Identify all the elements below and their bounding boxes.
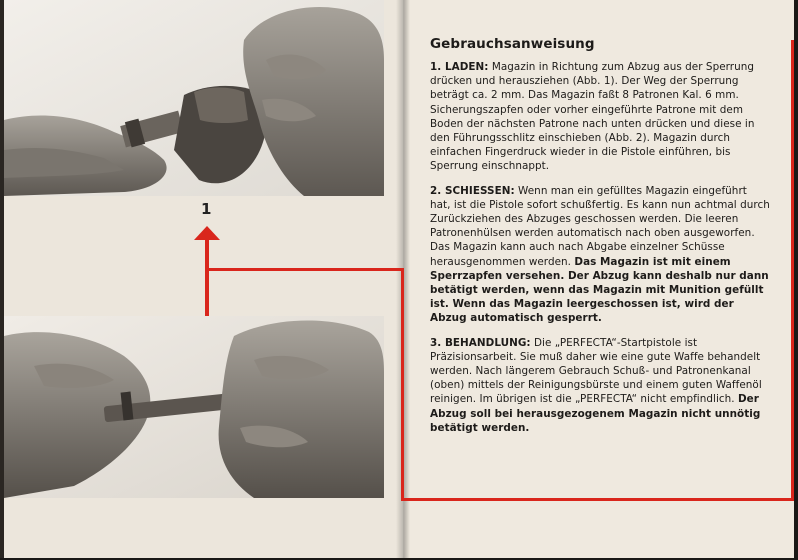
section-schiessen-text: Wenn man ein gefülltes Magazin eingeführt hat, ist die Pistole sofort schußfertig. Es kann nun achtmal durch Zurückziehen des Abzuges geschossen werden. Die leeren Patronenhülsen werden automatisch nach oben ausgeworfen. Das Magazin kann auch nach Abgabe einzelner Schüsse herausgenommen werden. — [430, 184, 770, 268]
page-heading: Gebrauchsanweisung — [430, 36, 595, 52]
photo-hands-loading-cartridge-icon — [4, 316, 384, 498]
red-connector-horizontal-bottom — [401, 498, 794, 501]
section-behandlung-lead: 3. BEHANDLUNG: — [430, 336, 531, 349]
section-laden — [430, 60, 770, 174]
section-laden-lead: 1. LADEN: — [430, 61, 489, 73]
section-laden-text: Magazin in Richtung zum Abzug aus der Sperrung drücken und herausziehen (Abb. 1). Der Weg der Sperrung beträgt ca. 2 mm. Das Magazin faßt 8 Patronen Kal. 6 mm. Sicherungszapfen oder vorher eingeführte Patrone mit dem Boden der nächsten Patrone nach unten drücken und diese in den Führungsschlitz einschieben (Abb. 2). Magazin durch einfachen Fingerdruck wieder in die Pistole einführen, bis Sperrung einschnappt. — [430, 61, 755, 173]
section-schiessen-strong: Das Magazin ist mit einem Sperrzapfen versehen. Der Abzug kann deshalb nur dann betätigt werden, wenn das Magazin mit Munition gefüllt ist. Wenn das Magazin leergeschossen ist, wird der Abzug automatisch gesperrt. — [430, 255, 769, 325]
red-connector-vertical — [401, 268, 404, 500]
section-behandlung-text: Die „PERFECTA“-Startpistole ist Präzisionsarbeit. Sie muß daher wie eine gute Waffe behandelt werden. Nach längerem Gebrauch Schuß- und Patronenkanal (oben) mittels der Reinigungsbürste und einem guten Waffenöl reinigen. Im übrigen ist die „PERFECTA“ nicht empfindlich. — [430, 336, 762, 406]
figure-2-photo — [4, 316, 384, 498]
photo-hands-removing-magazine-icon — [4, 0, 384, 196]
red-connector-horizontal-top — [207, 268, 403, 271]
section-schiessen-lead: 2. SCHIESSEN: — [430, 184, 515, 197]
booklet-edge-right — [794, 0, 798, 560]
section-behandlung-strong: Der Abzug soll bei herausgezogenem Magazin nicht unnötig betätigt werden. — [430, 393, 761, 434]
instructions-text — [430, 36, 770, 445]
figure-1-label: 1 — [201, 200, 212, 218]
section-schiessen — [430, 184, 770, 326]
figure-1-photo — [4, 0, 384, 196]
section-behandlung — [430, 336, 770, 435]
